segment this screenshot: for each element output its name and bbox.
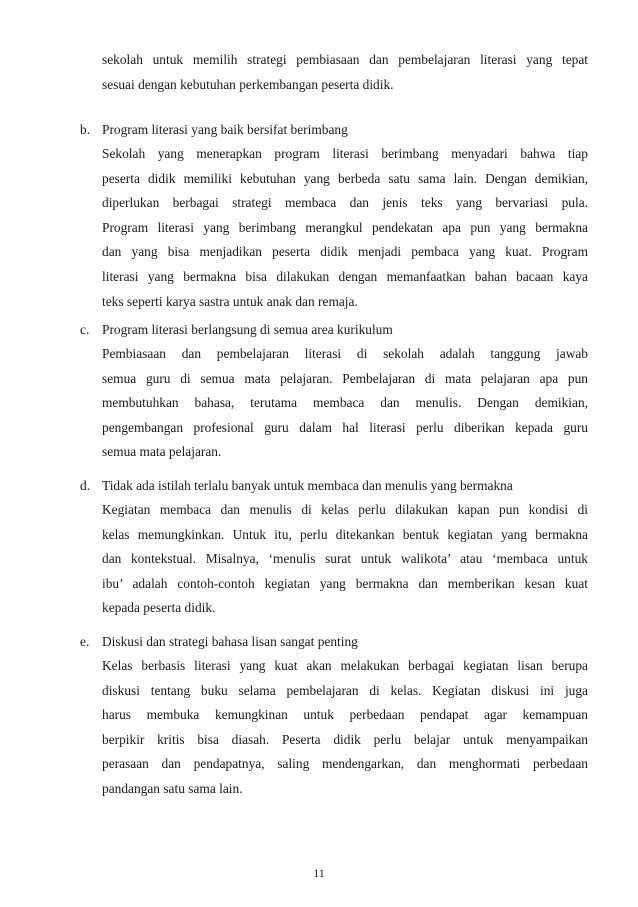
section-body bbox=[102, 142, 588, 314]
section-c bbox=[80, 318, 588, 465]
body-line: semua guru di semua mata pelajaran. Pembelajaran di mata pelajaran apa pun bbox=[102, 370, 588, 386]
body-line: peserta didik memiliki kebutuhan yang berbeda satu sama lain. Dengan demikian, bbox=[102, 170, 588, 186]
intro-line: sesuai dengan kebutuhan perkembangan peserta didik. bbox=[102, 76, 394, 92]
body-line: berpikir kritis bisa diasah. Peserta didik perlu belajar untuk menyampaikan bbox=[102, 731, 588, 747]
section-body bbox=[102, 654, 588, 802]
body-line: perasaan dan pendapatnya, saling mendengarkan, dan menghormati perbedaan bbox=[102, 756, 588, 772]
body-line: Kelas berbasis literasi yang kuat akan melakukan berbagai kegiatan lisan berupa bbox=[102, 658, 588, 673]
body-line: Pembiasaan dan pembelajaran literasi di sekolah adalah tanggung jawab bbox=[102, 346, 588, 361]
section-heading bbox=[80, 318, 588, 342]
page-number: 11 bbox=[313, 866, 325, 880]
body-line: dan kontekstual. Misalnya, ‘menulis surat untuk walikota’ atau ‘membaca untuk bbox=[102, 551, 588, 567]
section-heading bbox=[80, 118, 588, 142]
section-heading bbox=[80, 630, 588, 654]
section-b bbox=[80, 118, 588, 314]
body-line: dan yang bisa menjadikan peserta didik menjadi pembaca yang kuat. Program bbox=[102, 244, 588, 260]
body-line: kelas memungkinkan. Untuk itu, perlu ditekankan bentuk kegiatan yang bermakna bbox=[102, 526, 588, 542]
body-line: Kegiatan membaca dan menulis di kelas perlu dilakukan kapan pun kondisi di bbox=[102, 502, 588, 517]
section-title: Tidak ada istilah terlalu banyak untuk membaca dan menulis yang bermakna bbox=[102, 478, 513, 493]
section-marker: e. bbox=[80, 634, 90, 649]
section-body bbox=[102, 498, 588, 621]
section-marker: c. bbox=[80, 322, 90, 337]
body-line: semua mata pelajaran. bbox=[102, 444, 222, 460]
body-line: teks seperti karya sastra untuk anak dan remaja. bbox=[102, 293, 358, 309]
section-title: Diskusi dan strategi bahasa lisan sangat penting bbox=[102, 634, 358, 649]
body-line: literasi yang bermakna bisa dilakukan dengan memanfaatkan bahan bacaan kaya bbox=[102, 268, 588, 284]
body-line: harus membuka kemungkinan untuk perbedaan pendapat agar kemampuan bbox=[102, 707, 588, 723]
intro-line: sekolah untuk memilih strategi pembiasaan dan pembelajaran literasi yang tepat bbox=[102, 52, 588, 67]
section-marker: b. bbox=[80, 122, 91, 137]
body-line: diperlukan berbagai strategi membaca dan jenis teks yang bervariasi pula. bbox=[102, 195, 588, 211]
section-title: Program literasi berlangsung di semua area kurikulum bbox=[102, 322, 393, 337]
body-line: pengembangan profesional guru dalam hal literasi perlu diberikan kepada guru bbox=[102, 419, 588, 435]
intro-paragraph bbox=[102, 48, 588, 97]
section-e bbox=[80, 630, 588, 802]
body-line: kepada peserta didik. bbox=[102, 600, 216, 616]
body-line: ibu’ adalah contoh-contoh kegiatan yang bermakna dan memberikan kesan kuat bbox=[102, 575, 588, 591]
body-line: Sekolah yang menerapkan program literasi berimbang menyadari bahwa tiap bbox=[102, 146, 588, 161]
section-title: Program literasi yang baik bersifat berimbang bbox=[102, 122, 348, 137]
body-line: Program literasi yang berimbang merangkul pendekatan apa pun yang bermakna bbox=[102, 219, 588, 235]
section-d bbox=[80, 474, 588, 621]
body-line: membutuhkan bahasa, terutama membaca dan menulis. Dengan demikian, bbox=[102, 395, 588, 411]
section-marker: d. bbox=[80, 478, 91, 493]
section-body bbox=[102, 342, 588, 465]
body-line: pandangan satu sama lain. bbox=[102, 780, 243, 796]
body-line: diskusi tentang buku selama pembelajaran di kelas. Kegiatan diskusi ini juga bbox=[102, 682, 588, 698]
section-heading bbox=[80, 474, 588, 498]
